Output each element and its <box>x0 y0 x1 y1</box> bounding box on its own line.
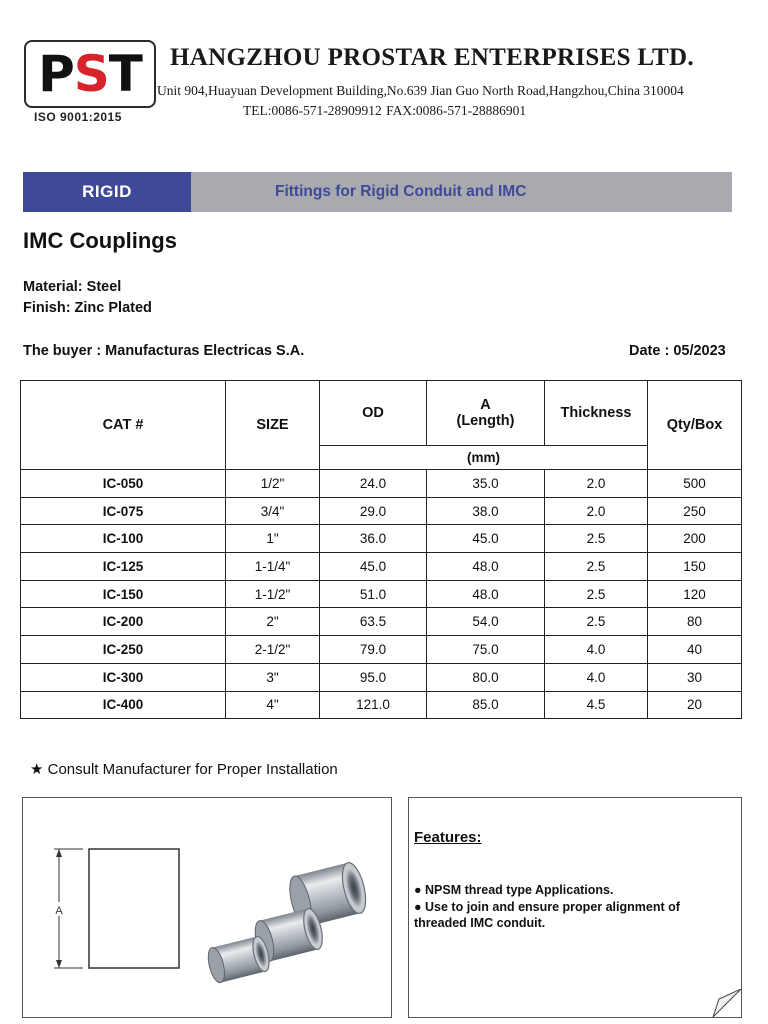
header-unit: (mm) <box>320 446 648 470</box>
cell-thickness: 4.5 <box>545 691 648 719</box>
table-row <box>21 608 742 636</box>
cell-size: 1-1/2" <box>226 580 320 608</box>
cell-size: 1-1/4" <box>226 553 320 581</box>
category-tag: RIGID <box>23 172 191 212</box>
table-row <box>21 580 742 608</box>
coupling-small <box>205 935 272 984</box>
iso-certification: ISO 9001:2015 <box>34 110 122 124</box>
cell-cat: IC-100 <box>21 525 226 553</box>
category-bar <box>23 172 732 212</box>
company-logo <box>24 40 156 108</box>
logo-letter: P <box>38 45 74 103</box>
table-row <box>21 525 742 553</box>
cell-size: 3" <box>226 663 320 691</box>
cell-cat: IC-400 <box>21 691 226 719</box>
cell-cat: IC-125 <box>21 553 226 581</box>
table-row <box>21 636 742 664</box>
header-cat: CAT # <box>21 381 226 470</box>
logo-letter: S <box>73 45 109 103</box>
header-qty: Qty/Box <box>648 381 742 470</box>
cell-length: 48.0 <box>427 553 545 581</box>
cell-qty: 120 <box>648 580 742 608</box>
buyer-line: The buyer : Manufacturas Electricas S.A. <box>23 343 305 359</box>
cell-size: 2" <box>226 608 320 636</box>
header-length-label: (Length) <box>456 413 515 429</box>
cell-cat: IC-050 <box>21 470 226 498</box>
cell-length: 80.0 <box>427 663 545 691</box>
cell-thickness: 2.5 <box>545 553 648 581</box>
table-row <box>21 663 742 691</box>
cell-cat: IC-300 <box>21 663 226 691</box>
spec-table <box>20 380 742 719</box>
cell-length: 38.0 <box>427 497 545 525</box>
cell-length: 45.0 <box>427 525 545 553</box>
cell-od: 45.0 <box>320 553 427 581</box>
date-line: Date : 05/2023 <box>629 343 726 359</box>
cell-size: 1/2" <box>226 470 320 498</box>
cell-length: 48.0 <box>427 580 545 608</box>
cell-qty: 200 <box>648 525 742 553</box>
logo-letter: T <box>108 45 142 103</box>
product-illustration <box>23 798 391 1017</box>
cell-od: 24.0 <box>320 470 427 498</box>
cell-cat: IC-075 <box>21 497 226 525</box>
cell-qty: 30 <box>648 663 742 691</box>
cell-size: 4" <box>226 691 320 719</box>
cell-od: 63.5 <box>320 608 427 636</box>
company-name: HANGZHOU PROSTAR ENTERPRISES LTD. <box>170 44 694 71</box>
cell-od: 51.0 <box>320 580 427 608</box>
cell-cat: IC-200 <box>21 608 226 636</box>
material-line: Material: Steel <box>23 279 122 295</box>
cell-thickness: 2.0 <box>545 497 648 525</box>
cell-length: 85.0 <box>427 691 545 719</box>
cell-qty: 40 <box>648 636 742 664</box>
cell-thickness: 4.0 <box>545 663 648 691</box>
header-length-a: A <box>480 397 491 413</box>
cell-qty: 250 <box>648 497 742 525</box>
cell-od: 29.0 <box>320 497 427 525</box>
page-curl-icon <box>711 989 741 1017</box>
cell-thickness: 2.5 <box>545 580 648 608</box>
features-panel <box>408 797 742 1018</box>
features-list <box>414 882 732 932</box>
cell-od: 36.0 <box>320 525 427 553</box>
installation-note: ★ Consult Manufacturer for Proper Installation <box>30 761 338 778</box>
cell-length: 75.0 <box>427 636 545 664</box>
cell-thickness: 2.5 <box>545 608 648 636</box>
product-image-panel <box>22 797 392 1018</box>
product-title: IMC Couplings <box>23 228 177 253</box>
header-length <box>427 381 545 446</box>
table-row <box>21 497 742 525</box>
feature-item: ● Use to join and ensure proper alignment of threaded IMC conduit. <box>414 899 680 930</box>
header-size: SIZE <box>226 381 320 470</box>
header-thickness: Thickness <box>545 381 648 446</box>
features-title: Features: <box>414 829 482 846</box>
table-row <box>21 553 742 581</box>
cell-qty: 20 <box>648 691 742 719</box>
dimension-label: A <box>55 905 63 917</box>
category-title: Fittings for Rigid Conduit and IMC <box>191 172 732 212</box>
cell-qty: 80 <box>648 608 742 636</box>
spec-table-body <box>21 470 742 719</box>
cell-qty: 500 <box>648 470 742 498</box>
cell-cat: IC-250 <box>21 636 226 664</box>
cell-qty: 150 <box>648 553 742 581</box>
feature-item: ● NPSM thread type Applications. <box>414 883 614 897</box>
cell-size: 3/4" <box>226 497 320 525</box>
cell-size: 1" <box>226 525 320 553</box>
cell-od: 121.0 <box>320 691 427 719</box>
company-address: Unit 904,Huayuan Development Building,No.639 Jian Guo North Road,Hangzhou,China 310004 <box>157 83 684 98</box>
dimension-drawing <box>53 849 179 968</box>
cell-thickness: 4.0 <box>545 636 648 664</box>
finish-line: Finish: Zinc Plated <box>23 300 152 316</box>
cell-od: 79.0 <box>320 636 427 664</box>
table-row <box>21 470 742 498</box>
table-row <box>21 691 742 719</box>
cell-size: 2-1/2" <box>226 636 320 664</box>
cell-thickness: 2.5 <box>545 525 648 553</box>
cell-thickness: 2.0 <box>545 470 648 498</box>
cell-length: 35.0 <box>427 470 545 498</box>
cell-od: 95.0 <box>320 663 427 691</box>
cell-cat: IC-150 <box>21 580 226 608</box>
cell-length: 54.0 <box>427 608 545 636</box>
header-od: OD <box>320 381 427 446</box>
company-contact: TEL:0086-571-28909912 FAX:0086-571-28886901 <box>243 103 527 118</box>
